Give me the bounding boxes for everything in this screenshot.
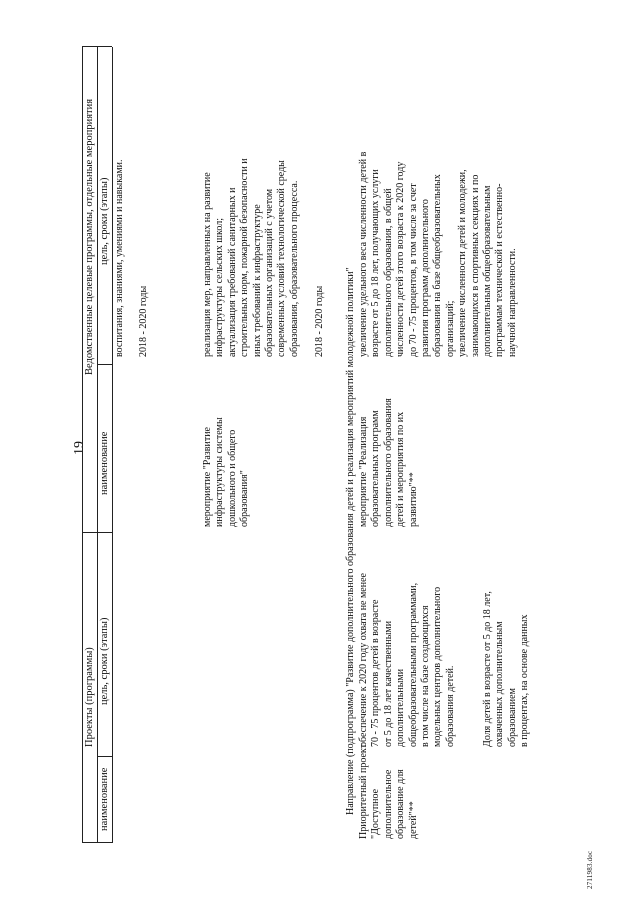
top-period: 2018 - 2020 годы [138,285,149,357]
rule-col-2 [82,532,112,533]
top-goal-text: воспитания, знаниями, умениями и навыками. [114,159,125,357]
rule-col-3 [97,364,112,365]
header-goal-right: цель, сроки (этапы) [99,177,110,265]
header-name-left: наименование [99,767,110,831]
rule-top [82,47,83,843]
priority-project-goal: обеспечение к 2020 году охвата не менее 70 - 75 процентов детей в возрасте от 5 до 18 лет качественными дополнительными общеобразовательными программами, в том числе на базе создающихся модельных центров дополнительного образования детей. [358,573,456,747]
header-departmental: Ведомственные целевые программы, отдельные мероприятия [84,98,95,375]
page-number: 19 [72,441,87,455]
rule-header-mid [97,47,98,843]
priority-measure: мероприятие "Реализация образовательных программ дополнительного образования детей и мероприятия по их развитию"** [358,398,419,527]
infra-measure: мероприятие "Развитие инфраструктуры системы дошкольного и общего образования" [202,417,251,527]
infra-goal: реализация мер, направленных на развитие инфраструктуры сельских школ; актуализация требований санитарных и строительных норм, пожарной безопасности и иных требований к инфраструктуре образовательных организаций с учетом современных условий технологической среды образования, образовательного процесса. [202,158,300,357]
priority-project-name: Приоритетный проект "Доступное дополнительное образование для детей"** [358,743,419,839]
direction-heading: Направление (подпрограмма) "Развитие дополнительного образования детей и реализация мероприятий молодежной политики" [345,267,356,815]
header-projects: Проекты (программы) [84,647,95,747]
priority-measure-goal: увеличение удельного веса численности детей в возрасте от 5 до 18 лет, получающих услуги дополнительного образования, в общей численности детей этого возраста к 2020 году до 70 - 75 процентов, в том числе за счет развития программ дополнительного образования на базе общеобразовательных организаций; увеличение численности детей и молодежи, занимающихся в спортивных секциях и по дополнительным общеобразовательным программам технической и естественно- научной направленности. [358,151,518,357]
infra-period: 2018 - 2020 годы [314,285,325,357]
rule-left [82,842,112,843]
header-goal-left: цель, сроки (этапы) [99,617,110,705]
footer-doc-code: 2711983.doc [586,850,594,889]
header-name-right: наименование [99,431,110,495]
rule-col-1 [97,756,112,757]
rule-header-bottom [112,47,113,843]
rule-right [82,46,112,47]
priority-indicator: Доля детей в возрасте от 5 до 18 лет, охваченных дополнительным образованием в процентах, на основе данных [482,591,531,747]
